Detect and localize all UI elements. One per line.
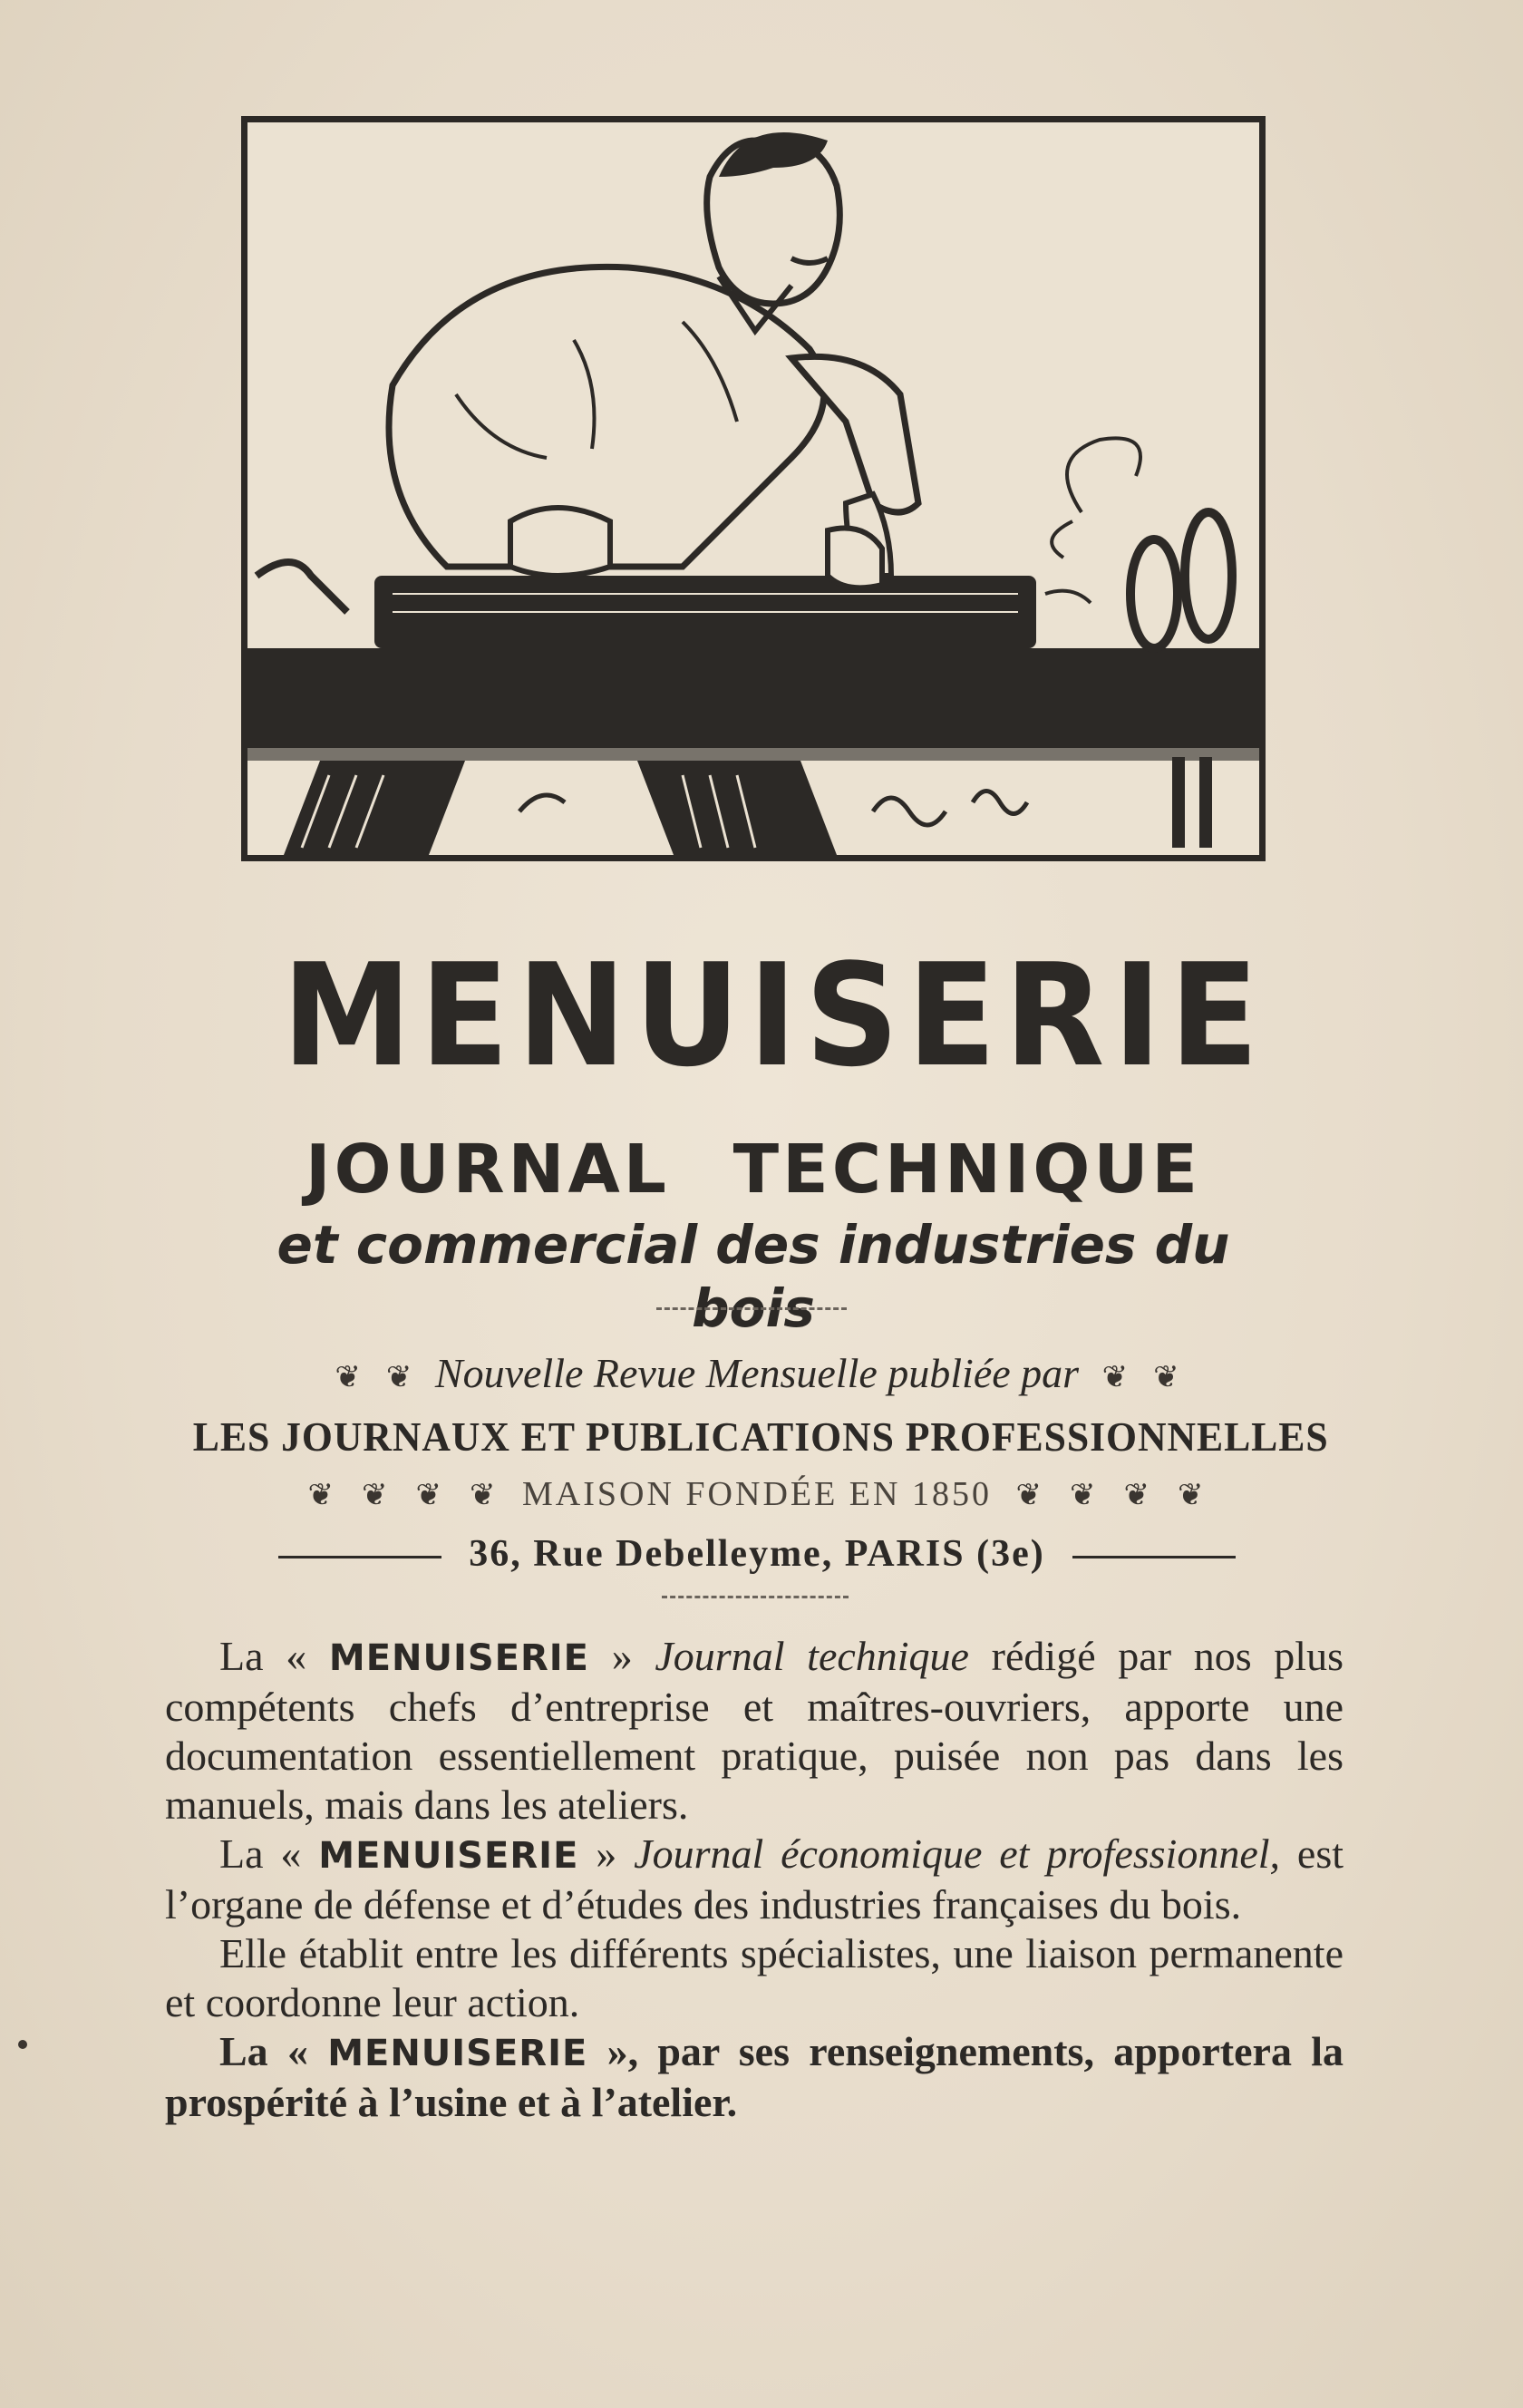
dash-rule [1072, 1556, 1236, 1558]
fleuron-icon: ❦ [415, 1477, 445, 1513]
woodcut-image [247, 122, 1259, 855]
publisher-address: 36, Rue Debelleyme, PARIS (3e) [469, 1533, 1045, 1575]
fleuron-icon: ❦ [362, 1477, 391, 1513]
carpenter-woodcut-illustration [241, 116, 1266, 861]
ink-speck [18, 2040, 27, 2049]
publisher-line-3 [163, 1465, 1351, 1524]
fleuron-icon: ❦ [470, 1477, 499, 1513]
publisher-name: LES JOURNAUX ET PUBLICATIONS PROFESSIONNELLES [192, 1413, 1329, 1460]
fleuron-icon: ❦ [335, 1359, 361, 1395]
publisher-line-1 [163, 1342, 1351, 1409]
masthead-subtitle: JOURNAL TECHNIQUE [306, 1131, 1201, 1209]
publisher-intro: Nouvelle Revue Mensuelle publiée par [434, 1350, 1080, 1396]
fleuron-icon: ❦ [385, 1359, 412, 1395]
divider-top [656, 1307, 847, 1310]
masthead-tagline: et commercial des industries du bois [276, 1214, 1230, 1339]
fleuron-icon: ❦ [307, 1477, 337, 1513]
fleuron-icon: ❦ [1123, 1477, 1152, 1513]
masthead-title: MENUISERIE [282, 933, 1267, 1098]
publisher-address-line [163, 1524, 1351, 1584]
publisher-block [163, 1342, 1351, 1584]
fleuron-icon: ❦ [1101, 1359, 1129, 1395]
paragraph-4: La « MENUISERIE », par ses renseignements, apportera la prospérité à l’usine et à l’atelier. [165, 2028, 1344, 2125]
founded-year: MAISON FONDÉE EN 1850 [522, 1475, 992, 1513]
paragraph-3: Elle établit entre les différents spécialistes, une liaison permanente et coordonne leur action. [165, 1930, 1344, 2025]
fleuron-icon: ❦ [1153, 1359, 1179, 1395]
paragraph-2: La « MENUISERIE » Journal économique et professionnel, est l’organe de défense et d’études des industries françaises du bois. [165, 1830, 1344, 1927]
fleuron-icon: ❦ [1069, 1477, 1099, 1513]
fleuron-icon: ❦ [1015, 1477, 1044, 1513]
brand-name: MENUISERIE [328, 1637, 589, 1679]
dash-rule [278, 1556, 441, 1558]
body-text [165, 1632, 1344, 2127]
fleuron-icon: ❦ [1177, 1477, 1207, 1513]
brand-name: MENUISERIE [318, 1835, 579, 1877]
divider-bottom [662, 1596, 849, 1598]
brand-name: MENUISERIE [327, 2033, 588, 2074]
paragraph-1: La « MENUISERIE » Journal technique rédigé par nos plus compétents chefs d’entreprise et maîtres-ouvriers, apporte une documentation essentiellement pratique, puisée non pas dans les manuels, mais dans les ateliers. [165, 1633, 1344, 1828]
